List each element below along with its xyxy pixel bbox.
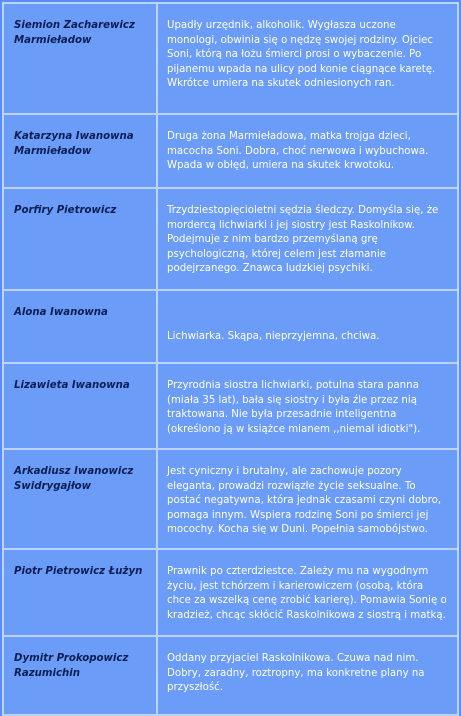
character-name: Porfiry Pietrowicz xyxy=(3,188,157,290)
table-row xyxy=(3,549,458,636)
table-row xyxy=(3,188,458,290)
table-row xyxy=(3,636,458,715)
character-name: Katarzyna Iwanowna Marmieładow xyxy=(3,114,157,188)
character-description: Upadły urzędnik, alkoholik. Wygłasza uczone monologi, obwinia się o nędzę swojej rodziny. Ojciec Soni, którą na łożu śmierci prosi o wybaczenie. Po pijanemu wpada na ulicy pod konie ciągnące karetę. Wkrótce umiera na skutek odniesionych ran. xyxy=(157,3,458,114)
table-row xyxy=(3,114,458,188)
character-name: Arkadiusz Iwanowicz Swidrygajłow xyxy=(3,449,157,549)
table-row xyxy=(3,363,458,449)
character-description: Jest cyniczny i brutalny, ale zachowuje pozory eleganta, prowadzi rozwiązłe życie seksualne. To postać negatywna, która jednak czasami czyni dobro, pomaga innym. Wspiera rodzinę Soni po śmierci jej mocochy. Kocha się w Duni. Popełnia samobójstwo. xyxy=(157,449,458,549)
character-description: Oddany przyjaciel Raskolnikowa. Czuwa nad nim. Dobry, zaradny, roztropny, ma konkretne plany na przyszłość. xyxy=(157,636,458,715)
character-description: Druga żona Marmieładowa, matka trojga dzieci, macocha Soni. Dobra, choć nerwowa i wybuchowa. Wpada w obłęd, umiera na skutek krwotoku. xyxy=(157,114,458,188)
character-description: Przyrodnia siostra lichwiarki, potulna stara panna (miała 35 lat), bała się siostry i była źle przez nią traktowana. Nie była przesadnie inteligentna (określono ją w książce mianem ,,niemal idiotki"). xyxy=(157,363,458,449)
character-table-container xyxy=(2,2,459,714)
character-description: Prawnik po czterdziestce. Zależy mu na wygodnym życiu, jest tchórzem i karierowiczem (osobą, która chce za wszelką cenę zrobić karierę). Pomawia Sonię o kradzież, chcąc skłócić Raskolnikowa z siostrą i matką. xyxy=(157,549,458,636)
character-name: Siemion Zacharewicz Marmieładow xyxy=(3,3,157,114)
character-name: Alona Iwanowna xyxy=(3,290,157,363)
character-name: Piotr Pietrowicz Łużyn xyxy=(3,549,157,636)
character-description: Lichwiarka. Skąpa, nieprzyjemna, chciwa. xyxy=(157,290,458,363)
character-table xyxy=(2,2,459,716)
character-description: Trzydziestopięcioletni sędzia śledczy. Domyśla się, że mordercą lichwiarki i jej siostry jest Raskolnikow. Podejmuje z nim bardzo przemyślaną grę psychologiczną, której celem jest złamanie podejrzanego. Znawca ludzkiej psychiki. xyxy=(157,188,458,290)
character-name: Dymitr Prokopowicz Razumichin xyxy=(3,636,157,715)
character-name: Lizawieta Iwanowna xyxy=(3,363,157,449)
table-row xyxy=(3,290,458,363)
table-row xyxy=(3,449,458,549)
table-row xyxy=(3,3,458,114)
